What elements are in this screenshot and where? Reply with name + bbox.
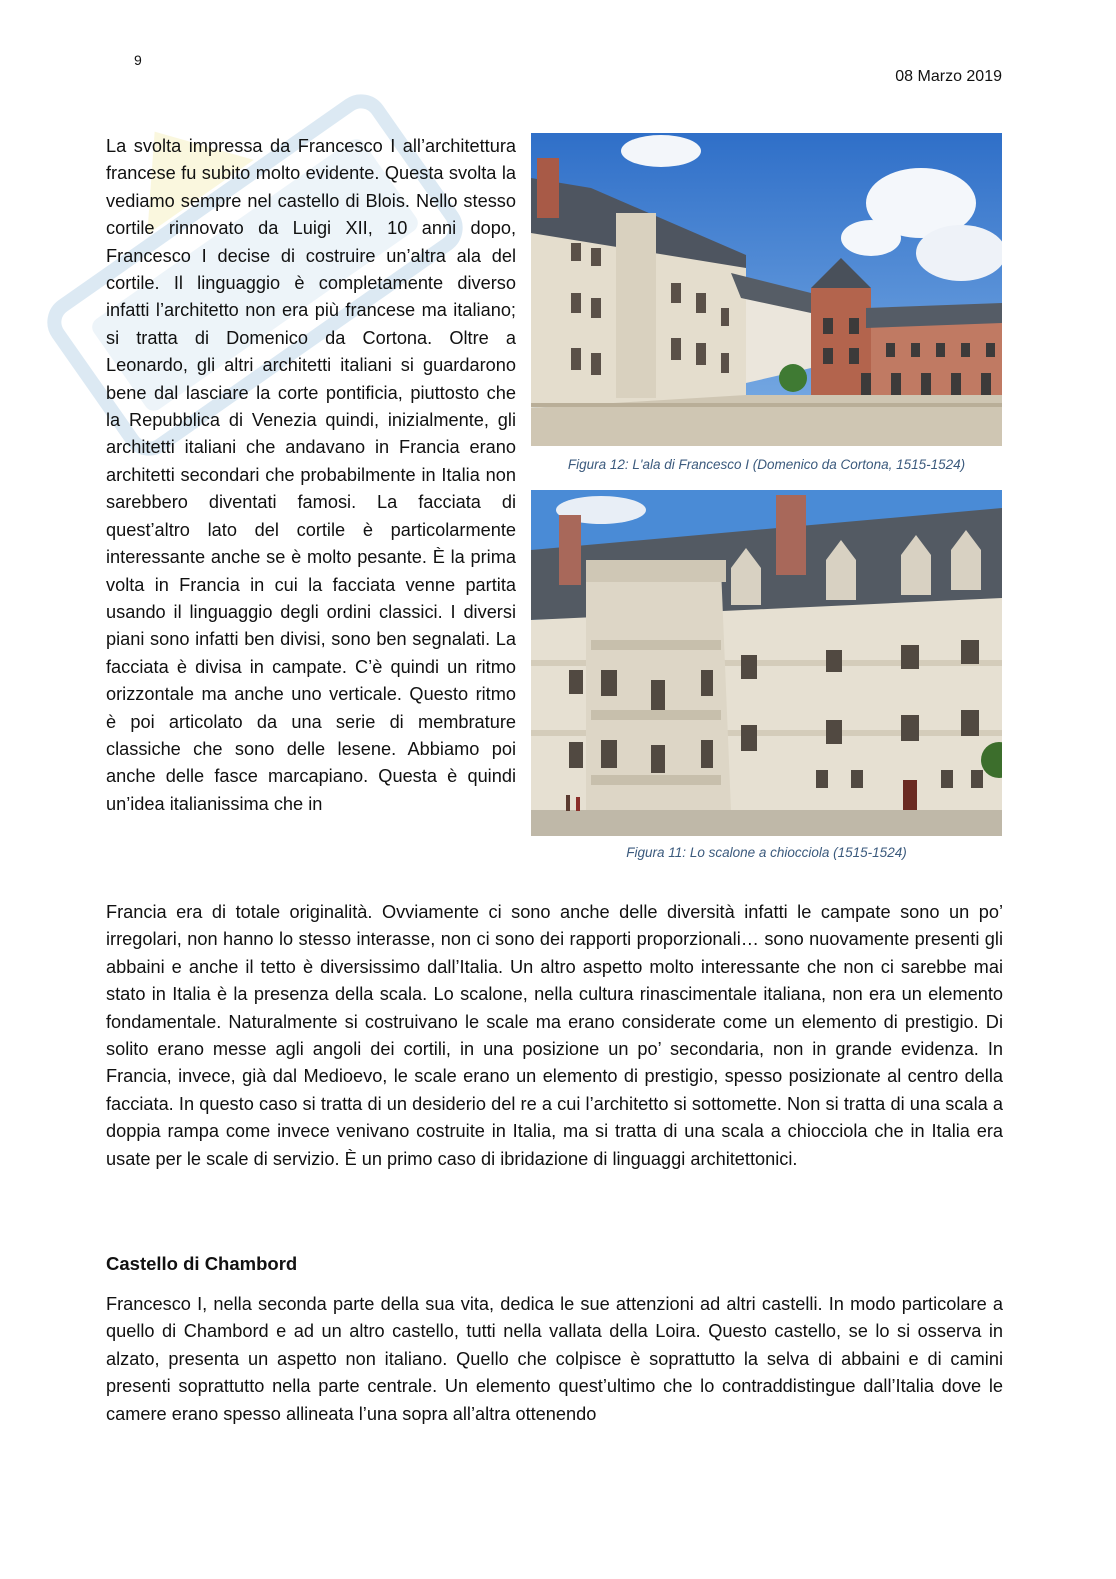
figure-12-caption: Figura 12: L'ala di Francesco I (Domenico da Cortona, 1515-1524) [567,457,966,472]
page-date: 08 Marzo 2019 [895,68,1002,85]
full-width-paragraph: Francia era di totale originalità. Ovviamente ci sono anche delle diversità infatti le campate sono un po’ irregolari, non hanno lo stesso interasse, non ci sono dei rapporti proporzionali… sono nuovamente presenti gli abbaini e anche il tetto è diversissimo dall’Italia. Un altro aspetto molto interessante che non ci sarebbe mai stato in Italia è la presenza della scala. Lo scalone, nella cultura rinascimentale italiana, non era un elemento fondamentale. Naturalmente si costruivano le scale ma erano considerate come un elemento di prestigio. Di solito erano messe agli angoli dei cortili, in una posizione un po’ secondaria, non in grande evidenza. In Francia, invece, già dal Medioevo, le scale erano un elemento di prestigio, spesso posizionate al centro della facciata. In questo caso si tratta di un desiderio del re a cui l’architetto si sottomette. Non si tratta di una scala a doppia rampa come invece venivano costruite in Italia, ma si tratta di una scala a chiocciola che in Italia era usate per le scale di servizio. È un primo caso di ibridazione di linguaggi architettonici. [106,902,1003,1169]
column-paragraph: La svolta impressa da Francesco I all’architettura francese fu subito molto evidente. Questa svolta la vediamo sempre nel castello di Blois. Nello stesso cortile rinnovato da Luigi XII, 10 anni dopo, Francesco I decise di costruire un’altra ala del cortile. Il linguaggio è completamente diverso infatti l’architetto non era più francese ma italiano; si tratta di Domenico da Cortona. Oltre a Leonardo, gli altri architetti italiani si guardarono bene dal lasciare la corte pontificia, piuttosto che la Repubblica di Venezia quindi, inizialmente, gli architetti italiani che andavano in Francia erano architetti secondari che probabilmente in Italia non sarebbero diventati famosi. La facciata di quest’altro lato del cortile è particolarmente interessante anche se è molto pesante. È la prima volta in Francia in cui la facciata venne partita usando il linguaggio degli ordini classici. I diversi piani sono infatti ben divisi, sono ben segnalati. La facciata è divisa in campate. C’è quindi un ritmo orizzontale ma anche uno verticale. Questo ritmo è poi articolato da una serie di membrature classiche che sono delle lesene. Abbiamo poi anche delle fasce marcapiano. Questa è quindi un’idea italianissima che in [106,136,516,814]
figure-11-caption: Figura 11: Lo scalone a chiocciola (1515-1524) [626,845,907,860]
page-number: 9 [134,52,142,68]
section-heading: Castello di Chambord [106,1253,298,1274]
section-paragraph: Francesco I, nella seconda parte della sua vita, dedica le sue attenzioni ad altri castelli. In modo particolare a quello di Chambord e ad un altro castello, tutti nella vallata della Loira. Questo castello, se lo si osserva in alzato, presenta un aspetto non italiano. Quello che colpisce è soprattutto la selva di abbaini e di camini presenti soprattutto nella parte centrale. Un elemento quest’ultimo che lo contraddistingue dall’Italia dove le camere erano spesso allineata l’una sopra all’altra ottenendo [106,1294,1003,1424]
figure-spiral-staircase-photo [531,490,1002,836]
figure-blois-wing-photo [531,133,1002,446]
